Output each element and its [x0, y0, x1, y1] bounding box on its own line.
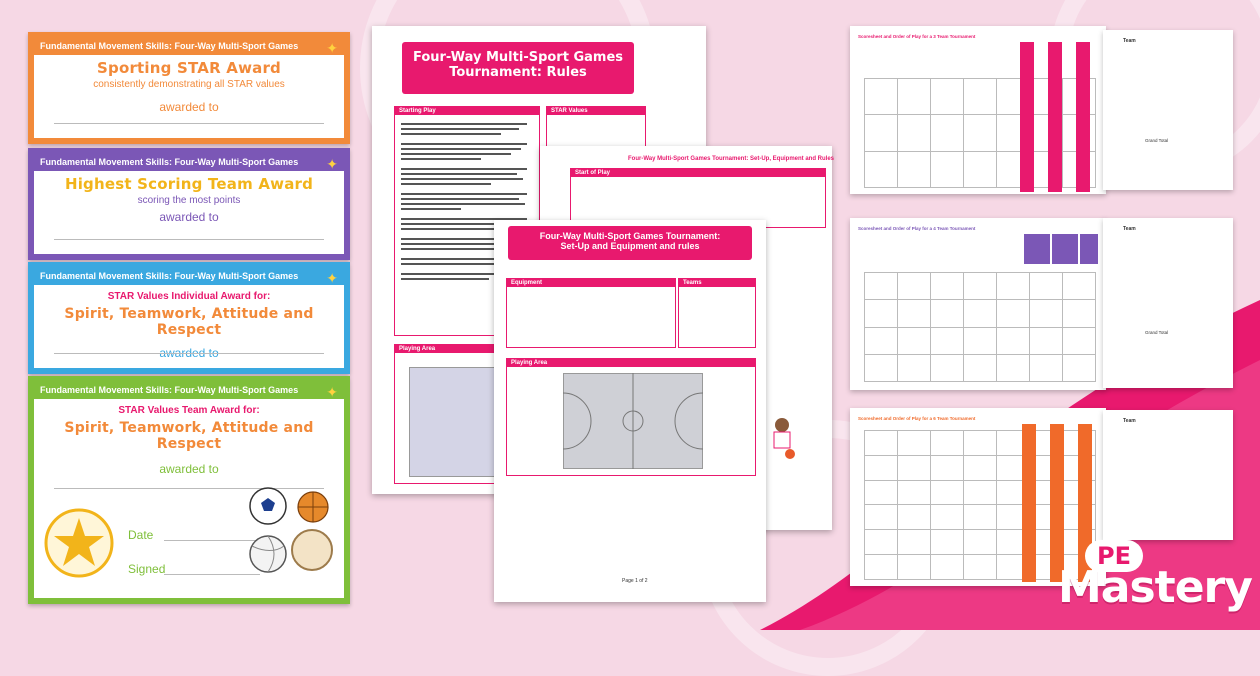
scoresheet-3-team	[850, 26, 1106, 194]
name-line	[54, 353, 324, 354]
header-column	[1052, 234, 1078, 264]
court-markings	[563, 373, 703, 469]
pe-badge: PE	[1085, 540, 1143, 572]
scoresheet-title: Scoresheet and Order of Play for a 3 Team Tournament	[858, 34, 976, 39]
rules-title-line1: Four-Way Multi-Sport Games	[412, 50, 624, 65]
football-icon	[248, 486, 288, 526]
name-line	[54, 239, 324, 240]
total-column	[1048, 42, 1062, 192]
certificate-title: Spirit, Teamwork, Attitude and Respect	[64, 420, 314, 452]
grand-total-label: Grand Total	[1145, 138, 1169, 143]
scoresheet-3-team-side	[1103, 30, 1233, 190]
volleyball-icon	[248, 534, 288, 574]
playing-area-section	[506, 358, 756, 476]
section-heading: Teams	[679, 279, 755, 287]
certificate-title: Sporting STAR Award	[97, 59, 281, 77]
score-grid	[864, 272, 1096, 382]
scoresheet-6-team	[850, 408, 1106, 586]
scoresheet-title: Scoresheet and Order of Play for a 4 Team Tournament	[858, 226, 976, 231]
scoresheet-4-team-side	[1103, 218, 1233, 388]
equipment-title-line2: Set-Up and Equipment and rules	[560, 241, 700, 251]
awarded-to-label: awarded to	[159, 100, 219, 114]
total-column	[1022, 424, 1036, 582]
equipment-section	[506, 278, 676, 348]
star-seal-icon	[44, 508, 114, 578]
section-heading: Starting Play	[395, 107, 539, 115]
certificate-title: Highest Scoring Team Award	[64, 175, 314, 193]
awarded-to-label: awarded to	[159, 462, 219, 476]
mastery-logo-text: Mastery	[1058, 562, 1252, 613]
section-heading: Equipment	[507, 279, 675, 287]
ball-icon	[290, 528, 334, 572]
date-line	[164, 540, 260, 541]
awarded-to-label: awarded to	[159, 346, 219, 360]
setup-header: Four-Way Multi-Sport Games Tournament: Set-Up, Equipment and Rules	[628, 156, 835, 162]
rules-title-band	[402, 42, 634, 94]
name-line	[54, 123, 324, 124]
date-label: Date	[128, 528, 154, 542]
certificate-subtitle: scoring the most points	[137, 195, 241, 206]
side-title: Team	[1123, 226, 1136, 232]
basketball-icon	[296, 490, 330, 524]
star-team-certificate	[28, 376, 350, 604]
side-title: Team	[1123, 418, 1136, 424]
page-number: Page 1 of 2	[622, 578, 648, 584]
certificate-header: Fundamental Movement Skills: Four-Way Multi-Sport Games	[34, 382, 344, 399]
equipment-title-band	[508, 226, 752, 260]
total-column	[1076, 42, 1090, 192]
scoresheet-4-team	[850, 218, 1106, 390]
total-column	[1020, 42, 1034, 192]
child-player-icon	[764, 416, 800, 460]
star-icon: ✦	[326, 40, 338, 56]
section-heading: Playing Area	[395, 345, 523, 353]
start-of-play-section	[570, 168, 826, 228]
certificate-award-type: STAR Values Team Award for:	[118, 405, 260, 416]
certificate-title: Spirit, Teamwork, Attitude and Respect	[64, 306, 314, 338]
star-individual-certificate	[28, 262, 350, 374]
rules-title-line2: Tournament: Rules	[449, 65, 587, 80]
side-title: Team	[1123, 38, 1136, 44]
star-icon: ✦	[326, 384, 338, 400]
grand-total-label: Grand Total	[1145, 330, 1169, 335]
certificate-subtitle: consistently demonstrating all STAR values	[93, 79, 285, 90]
certificate-award-type: STAR Values Individual Award for:	[107, 291, 271, 302]
star-icon: ✦	[326, 270, 338, 286]
scoresheet-title: Scoresheet and Order of Play for a 6 Team Tournament	[858, 416, 976, 421]
total-column	[1050, 424, 1064, 582]
equipment-title-line1: Four-Way Multi-Sport Games Tournament:	[539, 231, 721, 241]
star-icon: ✦	[326, 156, 338, 172]
header-column	[1080, 234, 1098, 264]
sporting-star-certificate	[28, 32, 350, 144]
highest-scoring-certificate	[28, 148, 350, 260]
signature-line	[164, 574, 260, 575]
certificate-header: Fundamental Movement Skills: Four-Way Multi-Sport Games	[34, 38, 344, 55]
section-heading: Playing Area	[507, 359, 755, 367]
scoresheet-6-team-side	[1103, 410, 1233, 540]
certificate-header: Fundamental Movement Skills: Four-Way Multi-Sport Games	[34, 268, 344, 285]
certificate-header: Fundamental Movement Skills: Four-Way Multi-Sport Games	[34, 154, 344, 171]
section-heading: Start of Play	[571, 169, 825, 177]
header-column	[1024, 234, 1050, 264]
teams-section	[678, 278, 756, 348]
section-heading: STAR Values	[547, 107, 645, 115]
awarded-to-label: awarded to	[159, 210, 219, 224]
signed-label: Signed	[128, 562, 166, 576]
equipment-document	[494, 220, 766, 602]
